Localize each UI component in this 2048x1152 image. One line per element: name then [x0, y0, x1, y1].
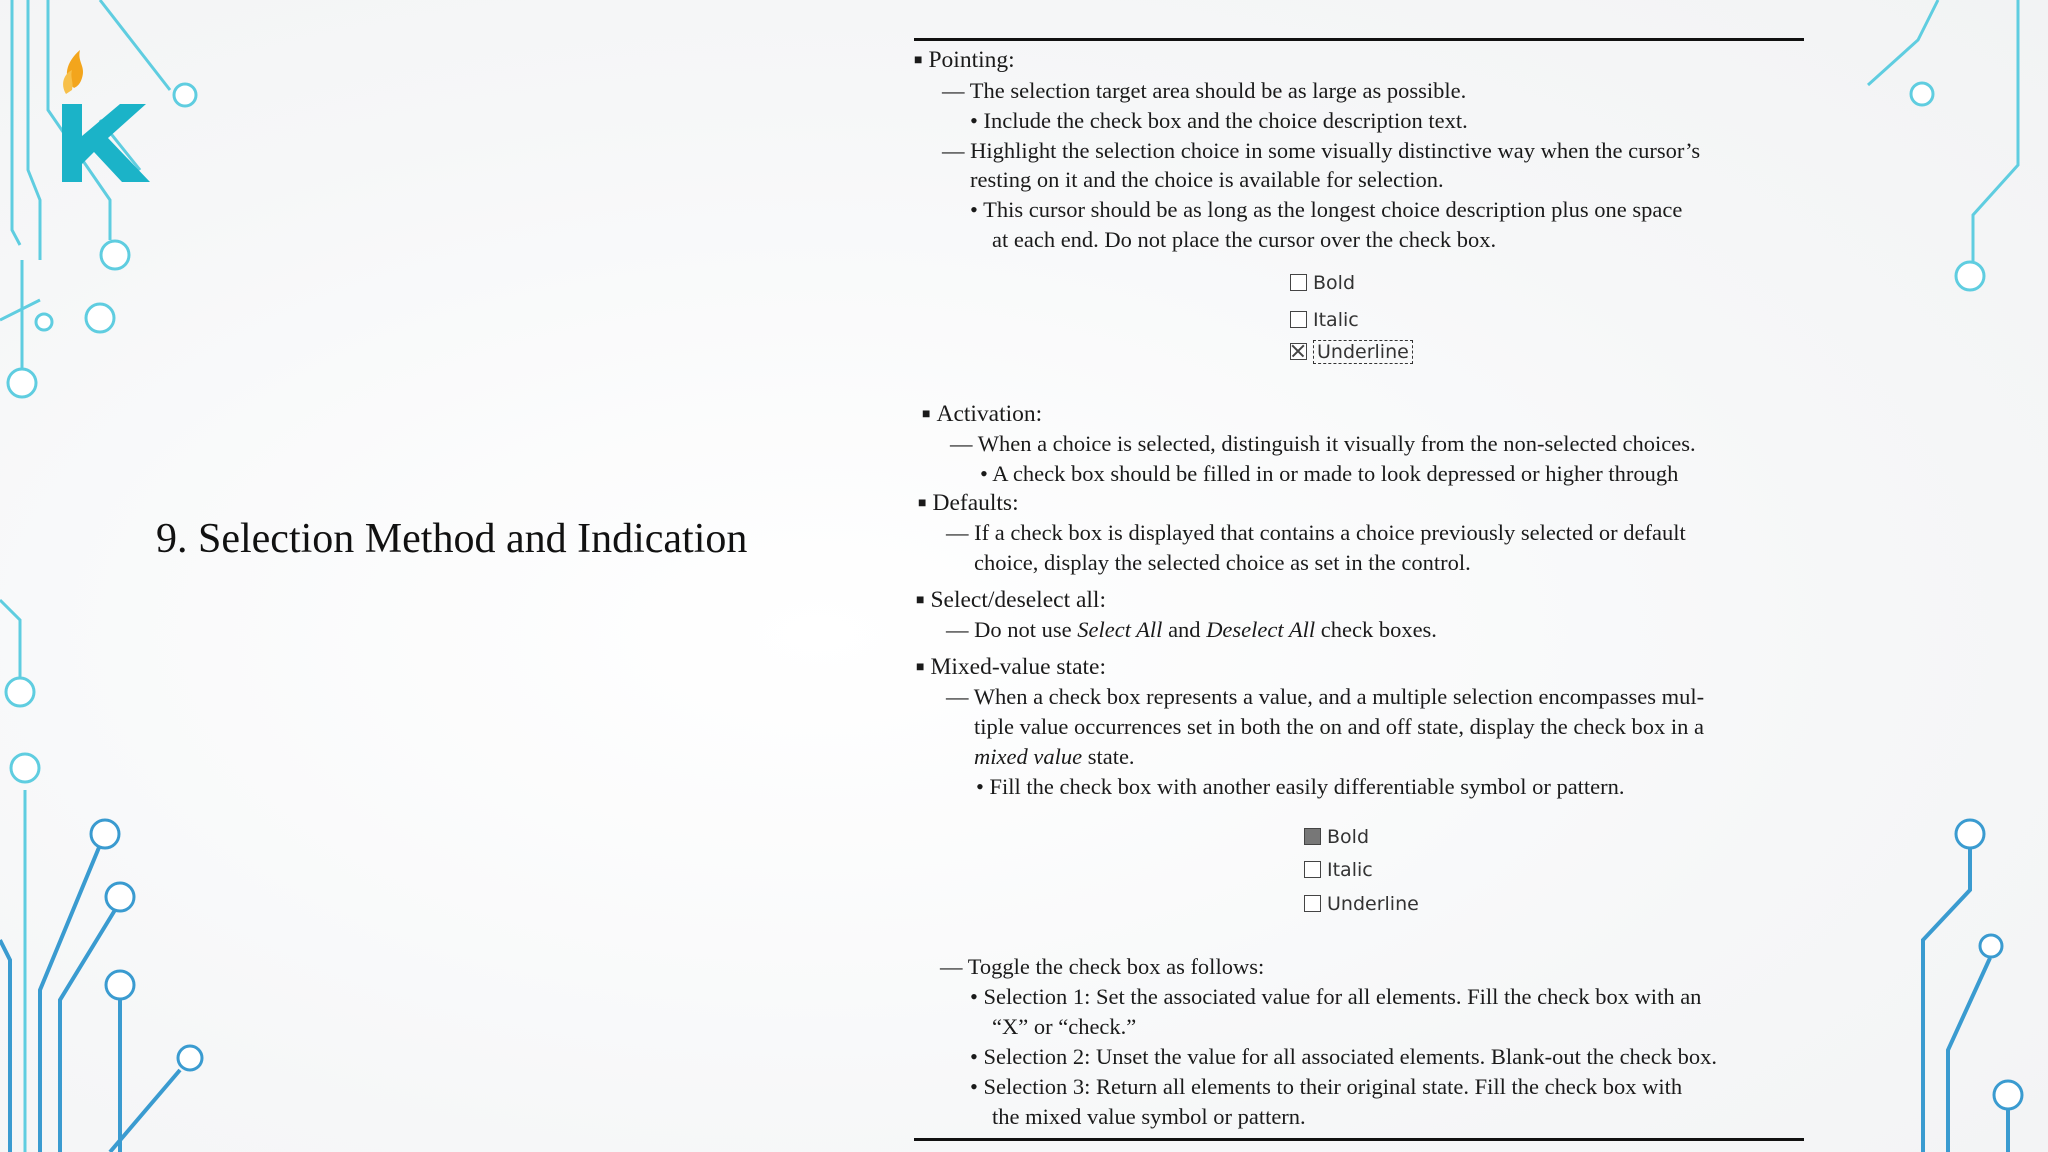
checkbox-icon: [1290, 311, 1307, 328]
mixed-bullet: • Fill the check box with another easily differentiable symbol or pattern.: [976, 774, 1625, 799]
toggle-item: the mixed value symbol or pattern.: [992, 1104, 1306, 1129]
checkbox-icon: [1290, 274, 1307, 291]
bottom-rule: [914, 1138, 1804, 1141]
figure-checkbox-italic-2: Italic: [1304, 858, 1373, 882]
pointing-item: — Highlight the selection choice in some visually distinctive way when the cursor’s: [942, 138, 1701, 163]
select-all-heading: ■ Select/deselect all:: [916, 587, 1106, 613]
slide-title: 9. Selection Method and Indication: [156, 516, 748, 562]
pointing-heading: ■ Pointing:: [914, 47, 1015, 73]
toggle-item: “X” or “check.”: [992, 1014, 1137, 1039]
toggle-item: • Selection 2: Unset the value for all associated elements. Blank-out the check box.: [970, 1044, 1718, 1069]
toggle-item: • Selection 1: Set the associated value for all elements. Fill the check box with an: [970, 984, 1702, 1009]
toggle-intro: — Toggle the check box as follows:: [940, 954, 1265, 979]
k-letter: [62, 104, 150, 182]
pointing-item: • This cursor should be as long as the longest choice description plus one space: [970, 197, 1683, 222]
mixed-item: tiple value occurrences set in both the on and off state, display the check box in a: [974, 714, 1704, 739]
figure-checkbox-italic: Italic: [1290, 308, 1359, 332]
checked-checkbox-icon: [1290, 343, 1307, 360]
activation-item: — When a choice is selected, distinguish it visually from the non-selected choices.: [950, 431, 1696, 456]
top-rule: [914, 38, 1804, 41]
brand-logo: [52, 44, 152, 194]
checkbox-icon: [1304, 861, 1321, 878]
mixed-heading: ■ Mixed-value state:: [916, 654, 1107, 680]
pointing-item: — The selection target area should be as large as possible.: [942, 78, 1467, 103]
defaults-item: choice, display the selected choice as set in the control.: [974, 550, 1471, 575]
figure-checkbox-bold-mixed: Bold: [1304, 825, 1369, 849]
pointing-item: at each end. Do not place the cursor over the check box.: [992, 227, 1497, 252]
defaults-item: — If a check box is displayed that contains a choice previously selected or default: [946, 520, 1686, 545]
toggle-item: • Selection 3: Return all elements to their original state. Fill the check box with: [970, 1074, 1683, 1099]
mixed-item: — When a check box represents a value, and a multiple selection encompasses mul-: [946, 684, 1705, 709]
select-all-item: — Do not use Select All and Deselect All check boxes.: [946, 617, 1437, 642]
figure-checkbox-underline-2: Underline: [1304, 892, 1419, 916]
checkbox-icon: [1304, 895, 1321, 912]
figure-checkbox-bold: Bold: [1290, 271, 1355, 295]
mixed-checkbox-icon: [1304, 828, 1321, 845]
activation-item: • A check box should be filled in or made to look depressed or higher through: [980, 461, 1679, 486]
circuit-decoration-right: [1808, 0, 2048, 1152]
defaults-heading: ■ Defaults:: [918, 490, 1019, 516]
pointing-item: • Include the check box and the choice description text.: [970, 108, 1468, 133]
figure-checkbox-underline: [1290, 340, 1413, 364]
mixed-item: mixed value state.: [974, 744, 1135, 769]
focus-cursor: Underline: [1313, 340, 1413, 364]
document-excerpt: [914, 0, 1814, 1152]
activation-heading: ■ Activation:: [922, 401, 1043, 427]
pointing-item: resting on it and the choice is available for selection.: [970, 167, 1444, 192]
